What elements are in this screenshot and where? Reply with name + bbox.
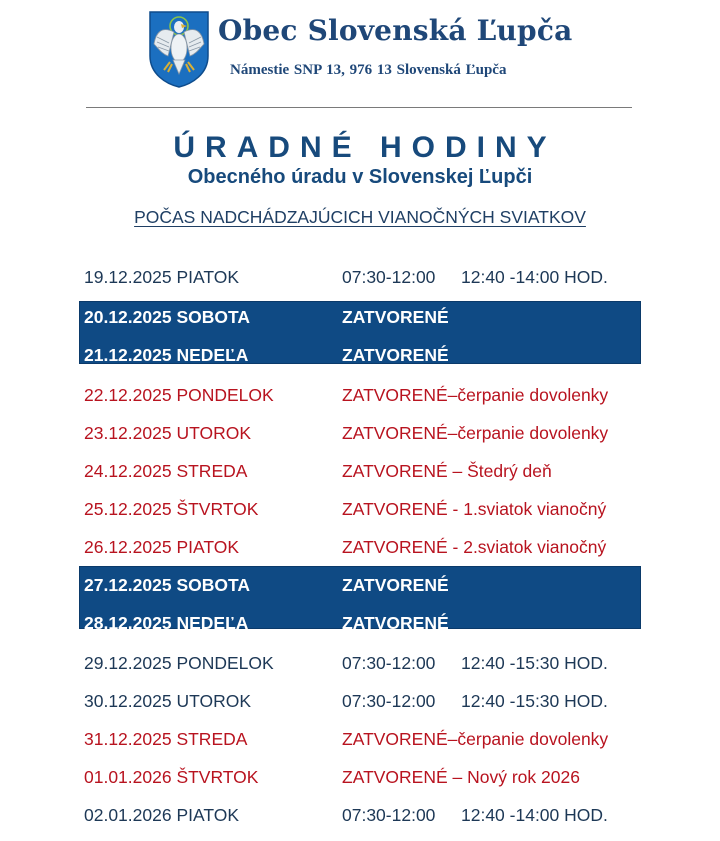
schedule-row bbox=[84, 376, 644, 414]
row-status: ZATVORENÉ–čerpanie dovolenky bbox=[342, 423, 609, 443]
row-status: ZATVORENÉ - 1.sviatok vianočný bbox=[342, 499, 607, 519]
letterhead bbox=[148, 8, 588, 90]
row-date: 28.12.2025 NEDEĽA bbox=[84, 613, 249, 633]
schedule-row bbox=[84, 758, 644, 796]
eagle-coat-of-arms-icon bbox=[148, 10, 210, 88]
row-status: ZATVORENÉ–čerpanie dovolenky bbox=[342, 729, 609, 749]
row-status: ZATVORENÉ - 2.sviatok vianočný bbox=[342, 537, 607, 557]
row-hours: 07:30-12:00 bbox=[342, 805, 436, 825]
period-heading: POČAS NADCHÁDZAJÚCICH VIANOČNÝCH SVIATKOV bbox=[134, 207, 586, 227]
row-date: 21.12.2025 NEDEĽA bbox=[84, 345, 249, 365]
schedule-row bbox=[84, 796, 644, 834]
row-hours: 07:30-12:00 bbox=[342, 691, 436, 711]
row-date: 20.12.2025 SOBOTA bbox=[84, 307, 251, 327]
row-status: ZATVORENÉ bbox=[342, 575, 449, 595]
schedule-row bbox=[84, 414, 644, 452]
row-hours: 07:30-12:00 bbox=[342, 653, 436, 673]
row-date: 31.12.2025 STREDA bbox=[84, 729, 248, 749]
row-date: 26.12.2025 PIATOK bbox=[84, 537, 240, 557]
schedule-row bbox=[84, 258, 644, 296]
document-title: ÚRADNÉ HODINY bbox=[173, 131, 557, 164]
row-date: 30.12.2025 UTOROK bbox=[84, 691, 251, 711]
row-date: 27.12.2025 SOBOTA bbox=[84, 575, 251, 595]
header-divider bbox=[86, 107, 632, 108]
row-date: 02.01.2026 PIATOK bbox=[84, 805, 240, 825]
row-status: ZATVORENÉ–čerpanie dovolenky bbox=[342, 385, 609, 405]
schedule-row bbox=[84, 452, 644, 490]
document-subtitle: Obecného úradu v Slovenskej Ľupči bbox=[187, 166, 533, 188]
schedule-row bbox=[84, 720, 644, 758]
row-date: 22.12.2025 PONDELOK bbox=[84, 385, 274, 405]
row-hours: 07:30-12:00 bbox=[342, 267, 436, 287]
row-status: ZATVORENÉ bbox=[342, 307, 449, 327]
organization-address: Námestie SNP 13, 976 13 Slovenská Ľupča bbox=[230, 62, 507, 78]
row-date: 25.12.2025 ŠTVRTOK bbox=[84, 499, 259, 519]
row-date: 19.12.2025 PIATOK bbox=[84, 267, 240, 287]
schedule-row bbox=[84, 566, 644, 604]
row-status: ZATVORENÉ bbox=[342, 345, 449, 365]
schedule-row bbox=[84, 298, 644, 336]
row-hours-afternoon: 12:40 -15:30 HOD. bbox=[461, 653, 608, 673]
row-date: 01.01.2026 ŠTVRTOK bbox=[84, 767, 259, 787]
row-date: 24.12.2025 STREDA bbox=[84, 461, 248, 481]
row-hours-afternoon: 12:40 -14:00 HOD. bbox=[461, 267, 608, 287]
row-status: ZATVORENÉ bbox=[342, 613, 449, 633]
schedule-row bbox=[84, 336, 644, 374]
row-hours-afternoon: 12:40 -15:30 HOD. bbox=[461, 691, 608, 711]
schedule-row bbox=[84, 644, 644, 682]
schedule-row bbox=[84, 490, 644, 528]
organization-name: Obec Slovenská Ľupča bbox=[218, 14, 573, 47]
schedule-row bbox=[84, 604, 644, 642]
row-date: 29.12.2025 PONDELOK bbox=[84, 653, 274, 673]
row-hours-afternoon: 12:40 -14:00 HOD. bbox=[461, 805, 608, 825]
row-status: ZATVORENÉ – Nový rok 2026 bbox=[342, 767, 580, 787]
row-status: ZATVORENÉ – Štedrý deň bbox=[342, 461, 552, 481]
schedule-row bbox=[84, 682, 644, 720]
row-date: 23.12.2025 UTOROK bbox=[84, 423, 251, 443]
schedule-row bbox=[84, 528, 644, 566]
